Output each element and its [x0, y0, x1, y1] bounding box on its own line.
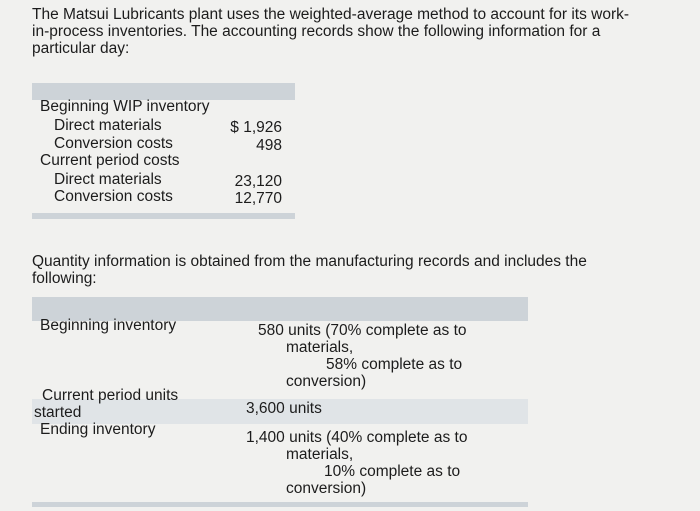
quantity-intro-line: Quantity information is obtained from the manufacturing records and includes the	[32, 253, 587, 270]
cost-row-label: Direct materials	[54, 171, 162, 188]
cost-row-label: Conversion costs	[54, 188, 173, 205]
quantity-table-footer-band	[32, 502, 528, 507]
quantity-row-value	[246, 429, 467, 497]
cost-row-value: $ 1,926	[230, 119, 282, 136]
cost-row-label: Beginning WIP inventory	[40, 98, 210, 115]
quantity-value-line: materials,	[286, 446, 354, 463]
cost-row-value: 498	[256, 137, 282, 154]
intro-paragraph	[32, 6, 629, 57]
quantity-intro-line: following:	[32, 270, 97, 287]
intro-line: The Matsui Lubricants plant uses the weighted-average method to account for its work-	[32, 6, 630, 23]
intro-line: in-process inventories. The accounting records show the following information for a	[32, 23, 601, 40]
quantity-row-value: 3,600 units	[246, 400, 322, 417]
quantity-value-line: materials,	[286, 339, 354, 356]
quantity-row-value	[258, 322, 467, 390]
cost-row-label: Current period costs	[40, 152, 180, 169]
intro-line: particular day:	[32, 40, 130, 57]
quantity-value-line: 580 units (70% complete as to	[258, 322, 467, 339]
quantity-intro-paragraph	[32, 253, 587, 287]
quantity-value-line: 10% complete as to	[324, 463, 461, 480]
cost-row-label: Direct materials	[54, 117, 162, 134]
quantity-label-line: Current period units	[42, 387, 179, 404]
cost-table-footer-band	[32, 213, 295, 219]
cost-row-value: 12,770	[234, 190, 282, 207]
quantity-row-label: Ending inventory	[40, 421, 156, 438]
quantity-value-line: 58% complete as to	[326, 356, 463, 373]
quantity-label-line: started	[34, 404, 82, 421]
quantity-row-label	[34, 387, 178, 421]
quantity-value-line: conversion)	[286, 480, 367, 497]
cost-row-value: 23,120	[234, 173, 282, 190]
cost-row-label: Conversion costs	[54, 135, 173, 152]
quantity-value-line: conversion)	[286, 373, 367, 390]
quantity-row-label: Beginning inventory	[40, 317, 177, 334]
quantity-value-line: 1,400 units (40% complete as to	[246, 429, 468, 446]
